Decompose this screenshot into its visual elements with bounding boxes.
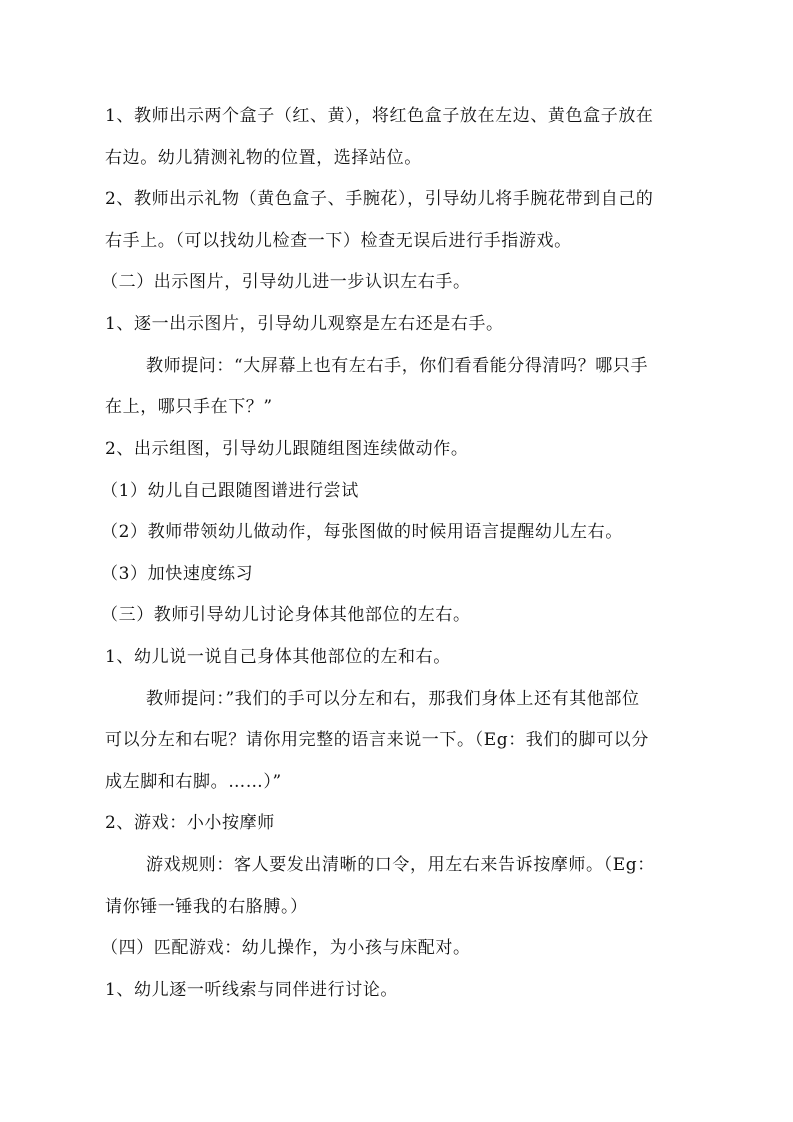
text-line: 2、教师出示礼物（黄色盒子、手腕花），引导幼儿将手腕花带到自己的	[105, 189, 654, 209]
text-line: 右手上。（可以找幼儿检查一下）检查无误后进行手指游戏。	[105, 231, 572, 251]
text-line: 2、出示组图，引导幼儿跟随组图连续做动作。	[105, 439, 469, 459]
text-line: 1、教师出示两个盒子（红、黄），将红色盒子放在左边、黄色盒子放在	[105, 106, 654, 126]
text-line: （2）教师带领幼儿做动作，每张图做的时候用语言提醒幼儿左右。	[101, 522, 623, 542]
text-line: 2、游戏：小小按摩师	[105, 813, 275, 833]
text-line: （3）加快速度练习	[101, 564, 254, 584]
text-line: 1、幼儿说一说自己身体其他部位的左和右。	[105, 647, 451, 667]
text-line: 请你锤一锤我的右胳膊。）	[105, 897, 308, 917]
text-line: 成左脚和右脚。……）”	[105, 772, 282, 792]
text-line: 1、逐一出示图片，引导幼儿观察是左右还是右手。	[105, 314, 504, 334]
text-line: 教师提问：”我们的手可以分左和右，那我们身体上还有其他部位	[146, 689, 640, 709]
text-line: 游戏规则：客人要发出清晰的口令，用左右来告诉按摩师。（Eg：	[146, 855, 655, 875]
section-heading: （四）匹配游戏：幼儿操作，为小孩与床配对。	[101, 938, 471, 958]
text-line: （1）幼儿自己跟随图谱进行尝试	[101, 481, 359, 501]
text-line: 可以分左和右呢？请你用完整的语言来说一下。（Eg：我们的脚可以分	[105, 730, 649, 750]
section-heading: （三）教师引导幼儿讨论身体其他部位的左右。	[101, 605, 471, 625]
text-line: 1、幼儿逐一听线索与同伴进行讨论。	[105, 980, 399, 1000]
text-line: 教师提问：“大屏幕上也有左右手，你们看看能分得清吗？哪只手	[146, 356, 649, 376]
text-line: 右边。幼儿猜测礼物的位置，选择站位。	[105, 148, 422, 168]
section-heading: （二）出示图片，引导幼儿进一步认识左右手。	[101, 272, 471, 292]
text-line: 在上，哪只手在下？”	[105, 397, 273, 417]
